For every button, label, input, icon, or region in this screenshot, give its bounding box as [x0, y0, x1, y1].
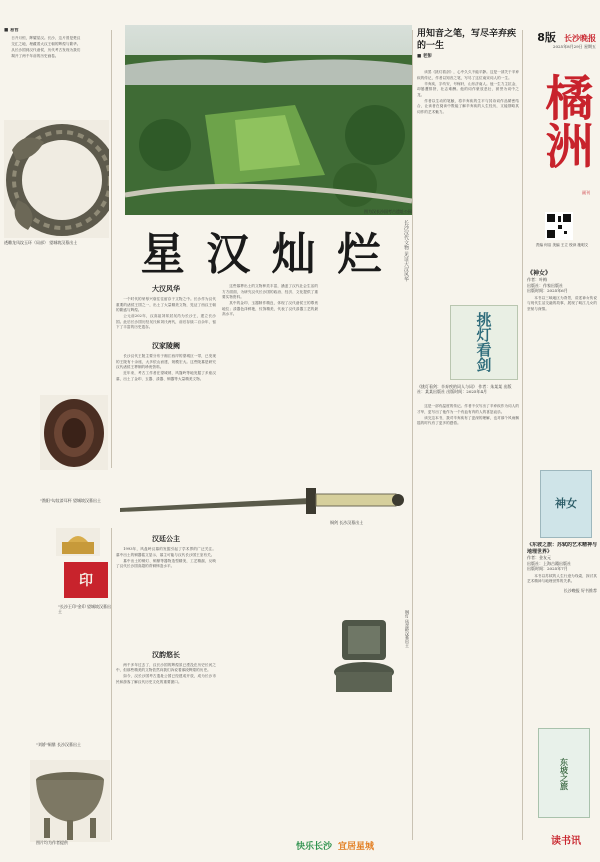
paragraph: 辛弃疾，字幼安，号稼轩，山东济南人。他一生力主抗金，却屡遭排挤，壮志难酬。他的词作豪放悲壮，被誉为词中之龙。 — [417, 81, 519, 97]
section-title-lingque: 汉家陵阙 — [152, 341, 180, 350]
seal-impression — [62, 560, 110, 600]
jade-ring-photo — [4, 120, 109, 238]
book1-meta: 作者：叶梅 — [527, 277, 547, 282]
sidebar-intro-line: 揭开了两千年前的历史画卷。 — [11, 53, 59, 58]
photo-credit: 图片均为作者提供 — [36, 840, 68, 845]
paragraph: 如今，汉长沙国考古遗址公园已经建成开放，成为长沙市民和游客了解汉代历史文化的重要窗口。 — [116, 674, 216, 684]
sidebar-intro-line: 交汇之地，埋藏着大汉王朝的辉煌与繁华。 — [11, 41, 81, 46]
editor-line: 责编 何洁 美编 王立 校读 施明文 — [535, 243, 589, 247]
paragraph: 长沙汉代王陵主要分布于湘江西岸的望城区一带，已发现的王陵有十余座，大多依山而建，规模宏大。这些陵墓是研究汉代诸侯王葬制的珍贵资料。 — [116, 353, 216, 370]
book2-cover-title: 东坡之旅 — [559, 758, 569, 790]
paragraph: 1993年，风盘岭汉墓的发掘引起了学术界的广泛关注。墓中出土的铜器铭文显示，墓主可能与汉代长沙国王室有关。 — [116, 547, 216, 557]
page-number: 8版 — [537, 31, 556, 44]
main-column-1b — [116, 534, 216, 834]
book1-title: 《神女》 — [527, 270, 552, 277]
section-title-gongzhu: 汉廷公主 — [152, 535, 180, 543]
book-caption: 《挑灯看剑：辛弃疾的词人与词》 作者：朱某某 出版社：某某出版社 出版时间：2025年4月 — [417, 384, 512, 394]
jade-ring-caption: 透雕龙凤纹玉环（局部） 望城坡汉墓出土 — [4, 240, 78, 245]
paragraph: 这是一部有温度的传记。作者不仅写出了辛弃疾作为词人的才华，更写出了他作为一个有血有肉的人的喜怒哀乐。 — [417, 404, 519, 414]
sword-photo — [110, 468, 410, 528]
footer-slogan — [296, 836, 408, 854]
book-cover-photo — [450, 305, 518, 380]
paragraph: 这些墓葬出土的文物种类丰富，涵盖了汉代社会生活的方方面面，为研究汉代长沙国的政治、经济、文化提供了重要实物资料。 — [222, 284, 318, 300]
article-body-2 — [417, 404, 519, 824]
book1-meta: 出版社：作家出版社 — [527, 282, 563, 288]
paragraph: 两千多年过去了，汉长沙国的辉煌虽已湮没在历史长河之中，但那些精美的文物依然向我们诉说着那段辉煌的历史。 — [116, 662, 216, 673]
brand-sub: 副刊 — [582, 190, 590, 195]
gold-seal-caption: "长沙王印"金印 望城坡汉墓出土 — [58, 604, 111, 614]
qr-code[interactable] — [545, 212, 573, 240]
paragraph: 其中的金印、玉器制作精良，体现了汉代诸侯王的尊贵地位；漆器色泽鲜艳，纹饰精美，代表了汉代漆器工艺的最高水平。 — [222, 301, 318, 317]
paragraph: 公元前202年，汉高祖刘邦封吴芮为长沙王，建立长沙国。此后长沙国历经吴氏和刘氏两代，前后存续二百余年，留下了丰富的历史遗存。 — [116, 314, 216, 330]
column-divider — [412, 30, 413, 840]
bronze-lamp-photo — [322, 610, 407, 700]
lacquer-cup-caption: "渔阳"勾纹漆耳杯 望城坡汉墓出土 — [40, 498, 101, 503]
paragraph: 读罢《挑灯看剑》，心中久久不能平静。这是一部关于辛弃疾的传记，作者以知音之笔，写尽了这位南宋词人的一生。 — [417, 70, 519, 80]
issue-date: 2025年8月29日 星期五 — [552, 44, 596, 49]
book1-info — [527, 268, 597, 468]
brand-logo: 橘洲 — [537, 73, 593, 169]
sidebar-intro-line: 从长沙国到汉代诸侯，历代考古发现为我们 — [11, 47, 81, 52]
sidebar-byline: ■ 易哲 — [4, 28, 19, 33]
title-char: 汉 — [206, 229, 251, 278]
title-char: 烂 — [337, 229, 382, 278]
paragraph: 读完这本书，我对辛弃疾有了更深的理解，也对那个风雨飘摇的时代有了更多的感悟。 — [417, 415, 519, 426]
section-title-yunyouchang: 汉韵悠长 — [152, 650, 180, 659]
paragraph: 一个时代的荣辱兴衰往往留存于文物之中。长沙作为汉代重要的诸侯王国之一，出土了大量精美文物，见证了西汉王朝的繁盛与辉煌。 — [116, 297, 216, 313]
sword-caption: 铜剑 长沙汉墓出土 — [330, 520, 364, 525]
book2-meta: 出版时间：2025年7月 — [527, 566, 568, 571]
column-divider — [522, 30, 523, 840]
article-header — [417, 28, 521, 68]
book1-blurb: 本书以三峡地区为背景，讲述神女传说与现代生活交融的故事，展现了峡江儿女的坚韧与深情。 — [527, 295, 597, 311]
paper-name: 长沙晚报 — [564, 34, 596, 43]
article-byline: ■ 老彭 — [417, 54, 432, 59]
book2-title: 《东坡之旅：苏轼的艺术精神与地理世界》 — [527, 542, 597, 555]
book2-blurb: 本书以苏轼的人生行迹为线索，探讨其艺术精神与地理世界的关系。 — [527, 573, 597, 584]
paragraph: 近年来，考古工作者在望城坡、风篷岭等地发掘了多座汉墓，出土了金印、玉器、漆器、铜器等大量精美文物。 — [116, 371, 216, 381]
book2-cover — [538, 728, 590, 818]
book1-cover — [540, 470, 592, 538]
lacquer-cup-photo — [40, 395, 108, 470]
book2-meta: 出版社：上海古籍出版社 — [527, 560, 571, 566]
book1-cover-title: 神女 — [555, 497, 577, 510]
section-title-dahan: 大汉风华 — [152, 285, 180, 293]
reading-badge — [538, 830, 594, 848]
sidebar-intro-line: 日升月恒，辉耀星汉。长沙，这片曾是楚汉 — [11, 36, 81, 40]
main-column-2 — [222, 284, 318, 464]
book2-editor: 长沙晚报 好书推荐 — [563, 587, 597, 593]
badge-text: 读书讯 — [551, 835, 581, 847]
book-cover-title: 挑灯看剑 — [474, 312, 493, 372]
bronze-vessel-photo — [30, 760, 110, 842]
page-header — [530, 26, 596, 46]
hero-aerial-photo — [125, 25, 412, 215]
slogan-2: 宜居星城 — [338, 841, 375, 852]
svg-text:印: 印 — [79, 573, 93, 589]
paragraph: 墓中出土的铜灯、铜鼎等器物造型精美，工艺精湛，反映了汉代长沙国高超的青铜铸造水平。 — [116, 558, 216, 569]
calligraphy-title — [130, 222, 392, 278]
book2-meta: 作者：金友元 — [527, 555, 551, 560]
title-char: 灿 — [271, 229, 316, 278]
title-char: 星 — [140, 229, 185, 278]
article-body — [417, 70, 519, 290]
column-divider — [111, 30, 112, 840]
article-title: 用知音之笔，写尽辛弃疾的一生 — [417, 29, 517, 51]
lamp-caption: 铜灯 风盘岭汉墓出土 — [405, 610, 410, 648]
bronze-vessel-caption: "刘娇"铜鼎 长沙汉墓出土 — [36, 742, 81, 747]
book1-meta: 出版时间：2025年6月 — [527, 288, 568, 293]
gold-seal-photo — [56, 528, 100, 556]
hero-caption: 图为汉长沙国考古遗址公园 — [364, 209, 412, 214]
paragraph: 作者以生动的笔触，将辛弃疾的生平与其诗词作品紧密结合，让读者在阅读中既能了解辛弃疾的人生经历，又能领略其词作的艺术魅力。 — [417, 98, 519, 114]
book2-info — [527, 542, 597, 732]
slogan-1: 快乐长沙 — [296, 841, 333, 852]
hero-side-caption: 长沙汉代文物 见证大汉风华 — [403, 220, 409, 282]
